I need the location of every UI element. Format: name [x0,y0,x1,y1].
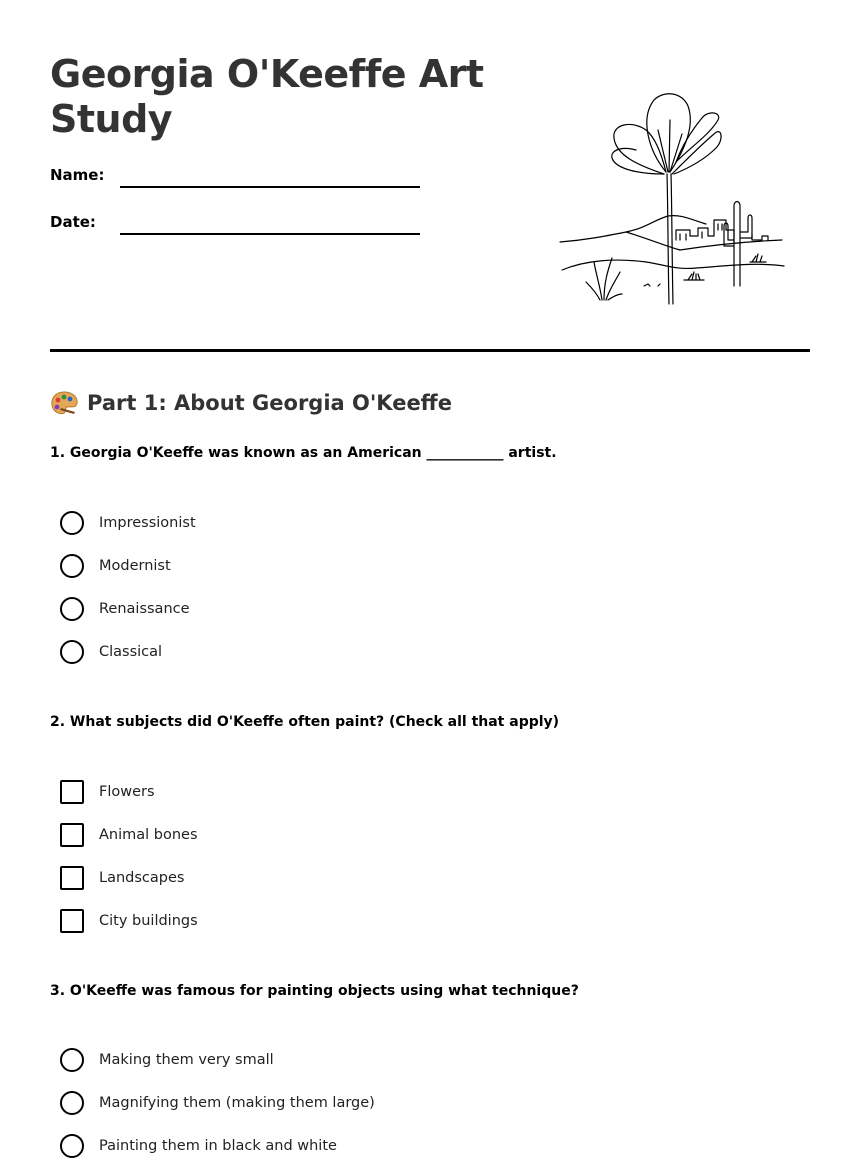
radio-button[interactable] [60,1091,84,1115]
option-label: Magnifying them (making them large) [99,1095,375,1111]
q1-option-renaissance[interactable] [60,596,190,622]
q1-option-classical[interactable] [60,639,162,665]
date-label: Date: [50,213,96,231]
q3-option-very-small[interactable] [60,1047,274,1073]
option-label: Animal bones [99,827,198,843]
date-field[interactable] [50,213,420,237]
option-label: Making them very small [99,1052,274,1068]
name-label: Name: [50,166,105,184]
ground-line-2 [680,240,782,250]
checkbox[interactable] [60,866,84,890]
desert-shrub [684,272,704,280]
option-label: Renaissance [99,601,190,617]
question-2: 2. What subjects did O'Keeffe often paint? (Check all that apply) [50,714,560,730]
palette-icon [50,390,78,416]
radio-button[interactable] [60,1048,84,1072]
desert-grass [586,258,622,300]
option-label: Classical [99,644,163,660]
radio-button[interactable] [60,1134,84,1158]
section-divider [50,349,810,352]
question-1: 1. Georgia O'Keeffe was known as an American ___________ artist. [50,445,557,461]
option-label: City buildings [99,913,198,929]
option-label: Flowers [99,784,155,800]
option-label: Modernist [99,558,171,574]
flower-center-lines [658,120,682,172]
flower-petal-left-low [612,148,664,174]
name-line[interactable] [120,186,420,188]
option-label: Painting them in black and white [99,1138,337,1154]
q1-option-impressionist[interactable] [60,510,196,536]
hill-line [560,216,706,242]
q3-option-magnifying[interactable] [60,1090,375,1116]
q2-option-city-buildings[interactable] [60,908,198,934]
checkbox[interactable] [60,823,84,847]
date-line[interactable] [120,233,420,235]
part1-heading [50,390,452,416]
flower-petal-top [647,94,690,172]
question-3: 3. O'Keeffe was famous for painting objects using what technique? [50,983,579,999]
radio-button[interactable] [60,597,84,621]
flower-petal-right-back [676,113,719,162]
q2-option-flowers[interactable] [60,779,155,805]
worksheet-title: Georgia O'Keeffe Art Study [50,52,484,141]
part1-title: Part 1: About Georgia O'Keeffe [87,391,452,415]
radio-button[interactable] [60,511,84,535]
checkbox[interactable] [60,780,84,804]
adobe-buildings [676,220,768,242]
checkbox[interactable] [60,909,84,933]
option-label: Landscapes [99,870,185,886]
q2-option-animal-bones[interactable] [60,822,198,848]
q2-option-landscapes[interactable] [60,865,184,891]
q3-option-black-white[interactable] [60,1133,337,1159]
desert-shrub-2 [750,254,766,262]
flower-stem [667,174,673,304]
small-stones [644,284,660,286]
q1-option-modernist[interactable] [60,553,171,579]
option-label: Impressionist [99,515,196,531]
radio-button[interactable] [60,640,84,664]
flower-landscape-illustration [556,90,788,310]
radio-button[interactable] [60,554,84,578]
name-field[interactable] [50,166,420,190]
